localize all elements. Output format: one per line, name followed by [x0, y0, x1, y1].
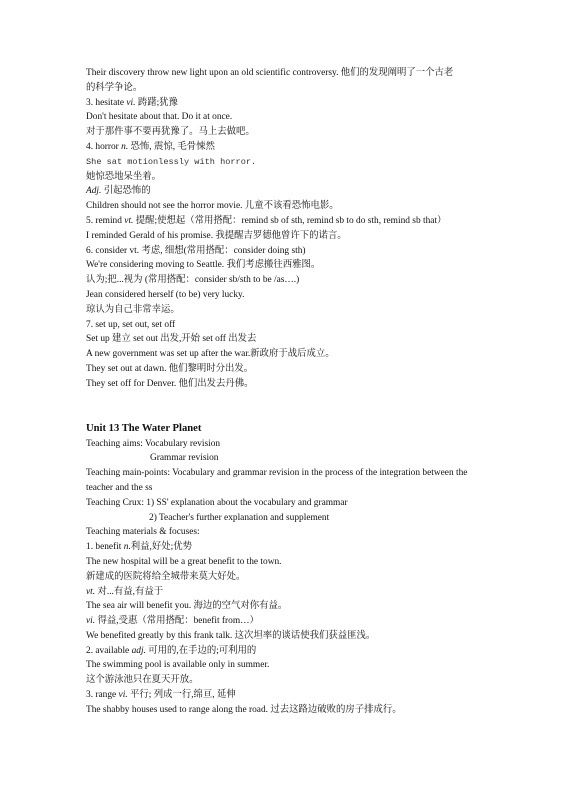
text-line: 新建成的医院将给全城带来莫大好处。 [86, 571, 246, 582]
document-page [86, 66, 486, 718]
text-line: 的科学争论。 [86, 82, 143, 93]
text-line: vt. 对...有益,有益于 [86, 586, 164, 597]
text-line: 认为;把...视为 (常用搭配：consider sb/sth to be /as….) [86, 275, 300, 286]
text-line: She sat motionlessly with horror. [86, 156, 257, 167]
text-line: They set off for Denver. 他们出发去丹佛。 [86, 378, 254, 389]
text-line: Adj. 引起恐怖的 [86, 186, 151, 197]
teaching-crux: Teaching Crux: 1) SS' explanation about the vocabulary and grammar [86, 497, 348, 508]
text-line: vi. 得益,受惠（常用搭配：benefit from…） [86, 616, 259, 627]
teaching-crux: 2) Teacher's further explanation and supplement [149, 512, 330, 523]
vocab-heading: 1. benefit n.利益,好处;优势 [86, 542, 192, 553]
text-line: Their discovery throw new light upon an old scientific controversy. 他们的发现阐明了一个古老 [86, 68, 454, 78]
text-line: The shabby houses used to range along the road. 过去这路边破败的房子排成行。 [86, 704, 402, 715]
text-line: The new hospital will be a great benefit to the town. [86, 556, 282, 567]
text-line: 对于那件事不要再犹豫了。马上去做吧。 [86, 127, 255, 138]
vocab-heading: 3. hesitate vi. 踌躇;犹豫 [86, 97, 178, 108]
text-line: Don't hesitate about that. Do it at once. [86, 112, 233, 123]
text-line: 这个游泳池只在夏天开放。 [86, 675, 199, 686]
text-line: The sea air will benefit you. 海边的空气对你有益。 [86, 601, 288, 612]
text-line: Set up 建立 set out 出发,开始 set off 出发去 [86, 334, 257, 345]
text-line: We're considering moving to Seattle. 我们考虑搬往西雅图。 [86, 260, 321, 271]
unit-title: Unit 13 The Water Planet [86, 422, 202, 434]
text-line: I reminded Gerald of his promise. 我提醒吉罗德他曾许下的诺言。 [86, 230, 347, 241]
text-line: We benefited greatly by this frank talk. 这次坦率的谈话使我们获益匪浅。 [86, 630, 376, 641]
section-spacer [86, 392, 486, 421]
vocab-heading: 6. consider vt. 考虑, 细想(常用搭配：consider doing sth) [86, 245, 306, 256]
vocab-heading: 5. remind vt. 提醒;使想起（常用搭配：remind sb of sth, remind sb to do sth, remind sb that） [86, 215, 447, 226]
text-line: They set out at dawn. 他们黎明时分出发。 [86, 363, 254, 374]
text-line: A new government was set up after the war.新政府于战后成立。 [86, 349, 335, 360]
text-line: Jean considered herself (to be) very lucky. [86, 289, 245, 300]
vocab-heading: 7. set up, set out, set off [86, 319, 176, 330]
text-line: The swimming pool is available only in summer. [86, 660, 270, 671]
teaching-main-points: Teaching main-points: Vocabulary and grammar revision in the process of the integration between the teacher and the ss [86, 468, 468, 493]
vocab-heading: 4. horror n. 恐怖, 震惊, 毛骨悚然 [86, 141, 215, 152]
teaching-aims: Grammar revision [150, 453, 219, 464]
vocab-heading: 3. range vi. 平行; 列成一行,绵亘, 延伸 [86, 690, 236, 701]
vocab-heading: 2. available adj. 可用的,在手边的;可利用的 [86, 645, 257, 656]
text-line: 她惊恐地呆坐着。 [86, 171, 162, 182]
text-line: Children should not see the horror movie. 儿童不该看恐怖电影。 [86, 201, 339, 212]
text-line: 琼认为自己非常幸运。 [86, 304, 180, 315]
teaching-aims: Teaching aims: Vocabulary revision [86, 438, 221, 449]
teaching-materials: Teaching materials & focuses: [86, 527, 200, 538]
